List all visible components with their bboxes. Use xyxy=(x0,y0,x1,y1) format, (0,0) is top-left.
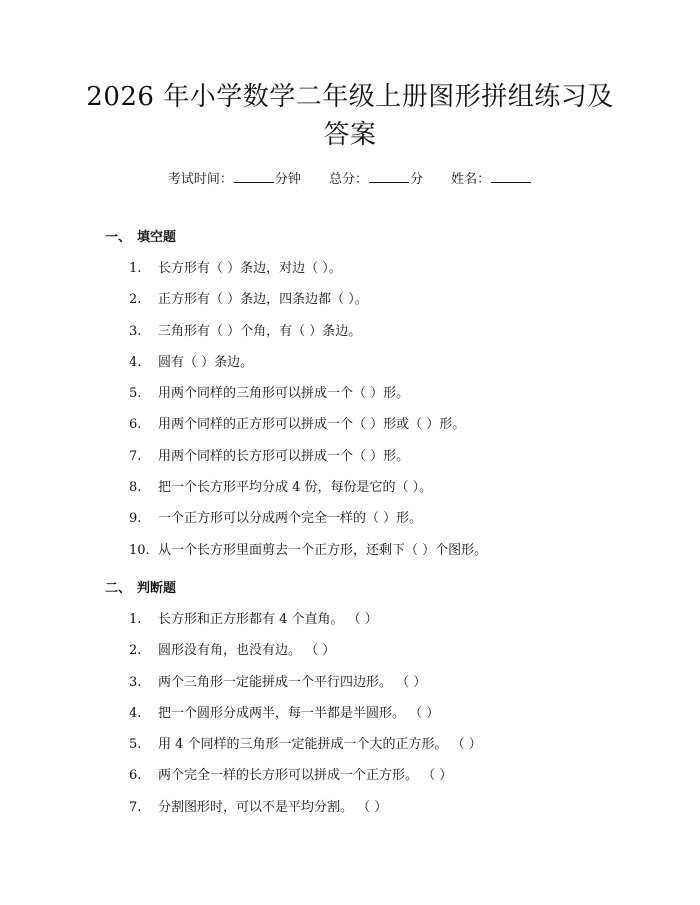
question-number: 4. xyxy=(129,354,142,370)
section-header xyxy=(105,228,625,248)
section-header xyxy=(105,579,625,599)
question-item xyxy=(105,322,625,353)
section-true-false xyxy=(105,579,625,829)
total-score-unit: 分 xyxy=(410,172,424,187)
question-number: 7. xyxy=(129,799,142,815)
question-text: 从一个长方形里面剪去一个正方形，还剩下（ ）个图形。 xyxy=(158,542,488,558)
question-item xyxy=(105,704,625,735)
question-text: 长方形和正方形都有 4 个直角。 （ ） xyxy=(158,612,378,627)
section-number: 一、 xyxy=(105,230,132,245)
question-item xyxy=(105,798,625,829)
name-field xyxy=(451,168,532,190)
question-item xyxy=(105,735,625,766)
question-item xyxy=(105,509,625,540)
question-number: 9. xyxy=(129,511,142,527)
exam-time-unit: 分钟 xyxy=(274,172,301,187)
question-number: 2. xyxy=(129,292,142,308)
question-number: 3. xyxy=(129,674,142,690)
question-text: 两个完全一样的长方形可以拼成一个正方形。 （ ） xyxy=(158,768,453,784)
total-score-label: 总分： xyxy=(328,172,368,187)
question-text: 把一个圆形分成两半，每一半都是半圆形。 （ ） xyxy=(158,705,440,721)
question-text: 用两个同样的正方形可以拼成一个（ ）形或（ ）形。 xyxy=(158,417,466,433)
question-item xyxy=(105,541,625,572)
exam-time-label: 考试时间： xyxy=(167,172,233,187)
question-number: 3. xyxy=(129,323,142,339)
question-text: 用 4 个同样的三角形一定能拼成一个大的正方形。 （ ） xyxy=(158,737,482,753)
question-number: 6. xyxy=(129,417,142,433)
question-text: 分割图形时，可以不是平均分割。 （ ） xyxy=(158,799,388,815)
exam-time-blank[interactable] xyxy=(234,168,274,183)
question-number: 2. xyxy=(129,643,142,659)
exam-info-line xyxy=(0,168,700,190)
section-fill-in xyxy=(105,228,625,572)
question-item xyxy=(105,478,625,509)
question-item xyxy=(105,259,625,290)
question-number: 5. xyxy=(129,386,142,402)
name-label: 姓名： xyxy=(451,172,491,187)
name-blank[interactable] xyxy=(491,168,531,183)
question-list xyxy=(105,610,625,829)
question-item xyxy=(105,384,625,415)
question-text: 三角形有（ ）个角，有（ ）条边。 xyxy=(158,323,362,339)
question-number: 6. xyxy=(129,768,142,784)
question-text: 圆形没有角，也没有边。 （ ） xyxy=(158,643,336,659)
question-item xyxy=(105,610,625,641)
question-item xyxy=(105,290,625,321)
question-item xyxy=(105,673,625,704)
question-text: 长方形有（ ）条边，对边（ ）。 xyxy=(158,261,342,276)
question-text: 一个正方形可以分成两个完全一样的（ ）形。 xyxy=(158,511,423,527)
question-item xyxy=(105,766,625,797)
question-text: 把一个长方形平均分成 4 份，每份是它的（ ）。 xyxy=(158,480,433,496)
question-number: 5. xyxy=(129,737,142,753)
section-title: 判断题 xyxy=(137,581,177,596)
question-item xyxy=(105,415,625,446)
question-text: 正方形有（ ）条边，四条边都（ ）。 xyxy=(158,292,368,308)
question-item xyxy=(105,353,625,384)
page-title: 2026 年小学数学二年级上册图形拼组练习及答案 xyxy=(86,82,614,150)
question-text: 用两个同样的长方形可以拼成一个（ ）形。 xyxy=(158,448,410,464)
total-score-field xyxy=(329,168,423,190)
question-number: 7. xyxy=(129,448,142,464)
question-text: 用两个同样的三角形可以拼成一个（ ）形。 xyxy=(158,386,410,402)
exam-time-field xyxy=(168,168,301,190)
question-item xyxy=(105,447,625,478)
question-list xyxy=(105,259,625,572)
question-text: 圆有（ ）条边。 xyxy=(158,354,254,370)
question-number: 8. xyxy=(129,480,142,496)
question-number: 4. xyxy=(129,705,142,721)
section-title: 填空题 xyxy=(137,230,177,245)
question-item xyxy=(105,641,625,672)
question-number: 1. xyxy=(129,612,142,627)
question-number: 1. xyxy=(129,261,142,276)
question-number: 10. xyxy=(129,542,150,558)
total-score-blank[interactable] xyxy=(369,168,409,183)
section-number: 二、 xyxy=(105,581,132,596)
question-text: 两个三角形一定能拼成一个平行四边形。 （ ） xyxy=(158,674,427,690)
